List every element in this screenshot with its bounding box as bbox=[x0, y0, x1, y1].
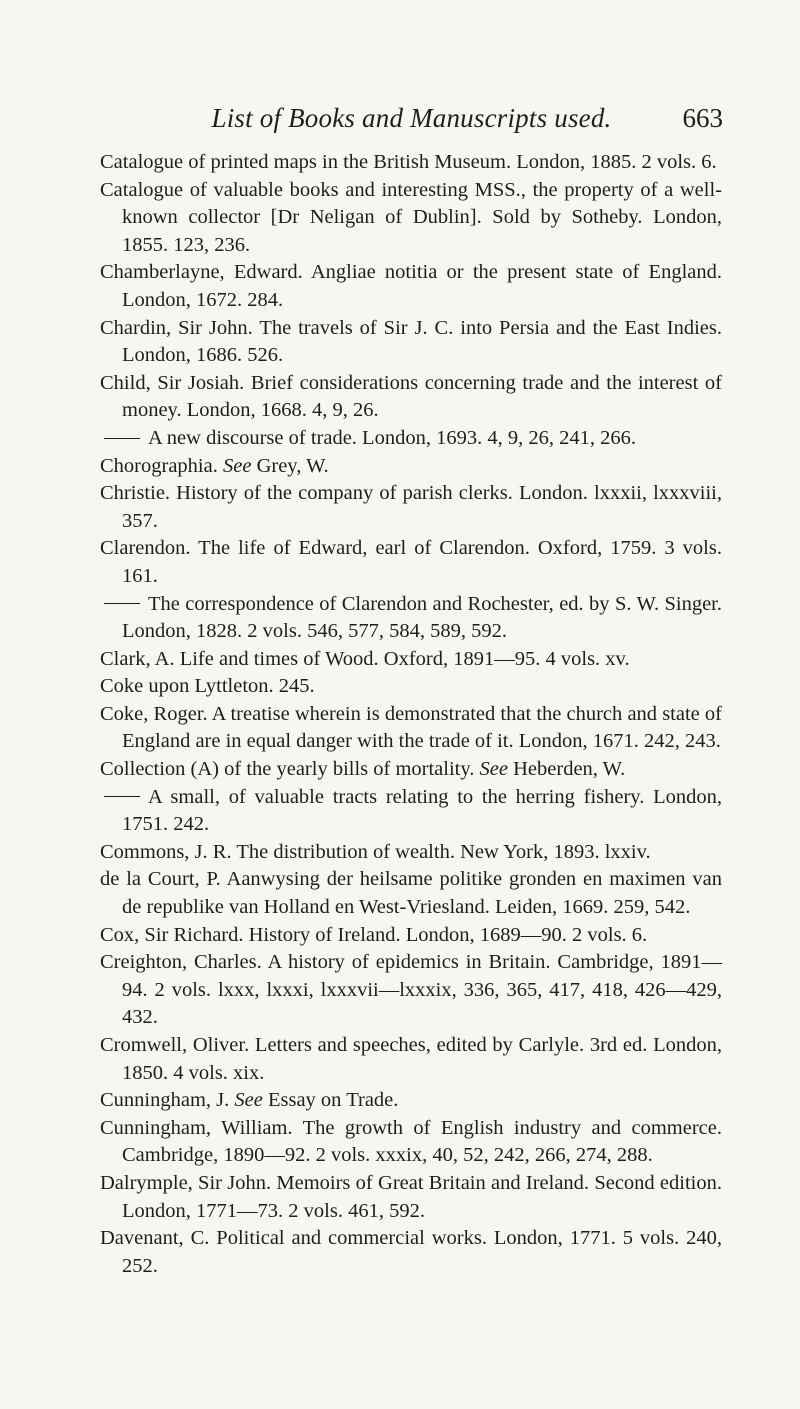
bibliography-entry bbox=[100, 425, 722, 453]
entry-text: Clarendon. The life of Edward, earl of Clarendon. Oxford, 1759. 3 vols. 161. bbox=[100, 537, 722, 587]
entry-text: Grey, W. bbox=[251, 454, 329, 477]
bibliography-entry bbox=[100, 1225, 722, 1280]
entry-text: Chardin, Sir John. The travels of Sir J. C. into Persia and the East Indies. London, 1686. 526. bbox=[100, 316, 722, 367]
entry-text: Christie. History of the company of parish clerks. London. lxxxii, lxxxviii, 357. bbox=[100, 482, 722, 532]
entry-italic-text: See bbox=[479, 758, 508, 781]
bibliography-entry bbox=[100, 1032, 722, 1087]
ditto-dash bbox=[104, 438, 140, 439]
bibliography-entry bbox=[100, 535, 722, 590]
ditto-dash bbox=[104, 796, 140, 797]
bibliography-entry bbox=[100, 922, 722, 950]
running-head bbox=[100, 98, 723, 138]
entry-text: A new discourse of trade. London, 1693. 4, 9, 26, 241, 266. bbox=[148, 426, 636, 449]
page-number: 663 bbox=[682, 103, 723, 133]
entry-text: A small, of valuable tracts relating to the herring fishery. London, 1751. 242. bbox=[122, 785, 722, 836]
entry-text: Chorographia. bbox=[100, 454, 223, 477]
bibliography-entry bbox=[100, 177, 722, 260]
entry-text: Dalrymple, Sir John. Memoirs of Great Britain and Ireland. Second edition. London, 1771—73. 2 vols. 461, 592. bbox=[100, 1171, 722, 1222]
entry-text: Clark, A. Life and times of Wood. Oxford, 1891—95. 4 vols. xv. bbox=[100, 647, 630, 670]
running-head-title: List of Books and Manuscripts used. bbox=[211, 103, 612, 133]
entry-text: Catalogue of printed maps in the British Museum. London, 1885. 2 vols. 6. bbox=[100, 151, 717, 173]
entry-text: Chamberlayne, Edward. Angliae notitia or the present state of England. London, 1672. 284. bbox=[100, 261, 722, 311]
entry-text: Davenant, C. Political and commercial works. London, 1771. 5 vols. 240, 252. bbox=[100, 1227, 722, 1277]
bibliography-entry bbox=[100, 949, 722, 1032]
entry-text: Cunningham, J. bbox=[100, 1089, 235, 1112]
bibliography-entry bbox=[100, 480, 722, 535]
bibliography-entry bbox=[100, 259, 722, 314]
bibliography-entry bbox=[100, 1087, 722, 1115]
bibliography-entry bbox=[100, 370, 722, 425]
entry-text: The correspondence of Clarendon and Rochester, ed. by S. W. Singer. London, 1828. 2 vols. 546, 577, 584, 589, 592. bbox=[122, 592, 722, 643]
bibliography-entry bbox=[100, 453, 722, 481]
bibliography-entry bbox=[100, 149, 722, 177]
entry-text: de la Court, P. Aanwysing der heilsame politike gronden en maximen van de republike van Holland en West-Vriesland. Leiden, 1669. 259, 542. bbox=[100, 868, 722, 919]
entry-text: Cunningham, William. The growth of English industry and commerce. Cambridge, 1890—92. 2 vols. xxxix, 40, 52, 242, 266, 274, 288. bbox=[100, 1116, 722, 1167]
bibliography-entry bbox=[100, 315, 722, 370]
bibliography-entry bbox=[100, 701, 722, 756]
bibliography-entry bbox=[100, 1170, 722, 1225]
entry-italic-text: See bbox=[222, 454, 252, 477]
ditto-dash bbox=[104, 603, 140, 604]
bibliography-entry bbox=[100, 839, 722, 867]
entry-text: Essay on Trade. bbox=[262, 1089, 399, 1112]
entry-text: Cromwell, Oliver. Letters and speeches, edited by Carlyle. 3rd ed. London, 1850. 4 vols. xix. bbox=[100, 1034, 722, 1084]
entry-text: Collection (A) of the yearly bills of mortality. bbox=[100, 758, 480, 781]
entry-text: Catalogue of valuable books and interesting MSS., the property of a well-known collector [Dr Neligan of Dublin]. Sold by Sotheby. London, 1855. 123, 236. bbox=[100, 178, 722, 256]
entry-text: Coke upon Lyttleton. 245. bbox=[100, 675, 315, 698]
entry-text: Commons, J. R. The distribution of wealth. New York, 1893. lxxiv. bbox=[100, 840, 651, 863]
bibliography-entry bbox=[100, 673, 722, 701]
entry-text: Creighton, Charles. A history of epidemics in Britain. Cambridge, 1891—94. 2 vols. lxxx, lxxxi, lxxxvii—lxxxix, 336, 365, 417, 418, 426—429, 432. bbox=[100, 951, 722, 1029]
bibliography-entry bbox=[100, 646, 722, 674]
bibliography-entry bbox=[100, 756, 722, 784]
entry-italic-text: See bbox=[234, 1089, 263, 1112]
bibliography-entry bbox=[100, 866, 722, 921]
entry-text: Heberden, W. bbox=[508, 758, 626, 781]
entry-text: Cox, Sir Richard. History of Ireland. London, 1689—90. 2 vols. 6. bbox=[100, 923, 648, 946]
bibliography-entry bbox=[100, 784, 722, 839]
entry-text: Child, Sir Josiah. Brief considerations concerning trade and the interest of money. London, 1668. 4, 9, 26. bbox=[100, 371, 722, 422]
entry-text: Coke, Roger. A treatise wherein is demonstrated that the church and state of England are in equal danger with the trade of it. London, 1671. 242, 243. bbox=[100, 702, 722, 753]
bibliography-entry bbox=[100, 591, 722, 646]
bibliography-list bbox=[100, 149, 722, 1280]
bibliography-entry bbox=[100, 1115, 722, 1170]
